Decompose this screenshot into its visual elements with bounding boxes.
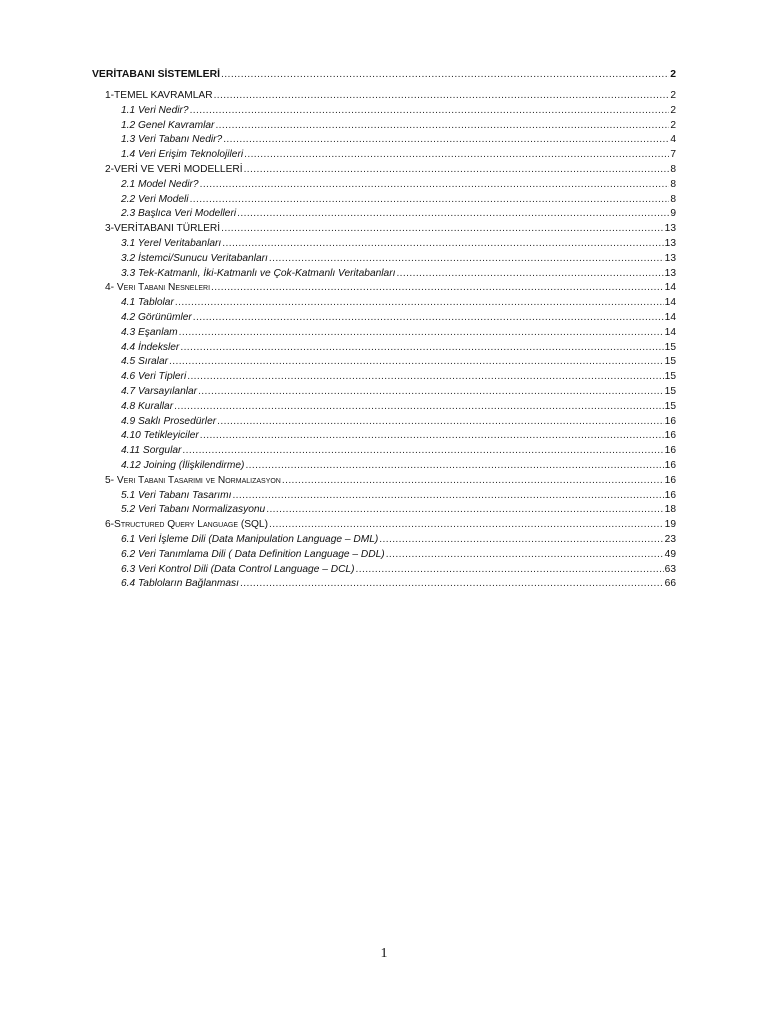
toc-dot-leader bbox=[198, 385, 664, 400]
toc-entry-title: 3-VERİTABANI TÜRLERİ bbox=[105, 223, 221, 235]
toc-entry[interactable] bbox=[92, 503, 676, 518]
toc-dot-leader bbox=[175, 296, 664, 311]
toc-entry[interactable] bbox=[92, 533, 676, 548]
toc-entry-title: 4.9 Saklı Prosedürler bbox=[121, 415, 217, 427]
toc-entry-page: 14 bbox=[664, 297, 676, 309]
toc-entry[interactable] bbox=[92, 326, 676, 341]
toc-entry-page: 15 bbox=[664, 371, 676, 383]
toc-entry-page: 66 bbox=[664, 578, 676, 590]
toc-dot-leader bbox=[190, 193, 670, 208]
toc-dot-leader bbox=[200, 429, 664, 444]
toc-dot-leader bbox=[200, 178, 670, 193]
toc-entry-title: 4.2 Görünümler bbox=[121, 311, 192, 323]
toc-entry-title: 6.2 Veri Tanımlama Dili ( Data Definition Language – DDL) bbox=[121, 548, 385, 560]
toc-entry-title: 6.1 Veri İşleme Dili (Data Manipulation Language – DML) bbox=[121, 533, 379, 545]
toc-entry-title: 2.3 Başlıca Veri Modelleri bbox=[121, 208, 237, 220]
toc-entry[interactable] bbox=[92, 267, 676, 282]
toc-entry-page: 63 bbox=[664, 563, 676, 575]
toc-entry-page: 23 bbox=[664, 533, 676, 545]
toc-entry-page: 7 bbox=[670, 149, 676, 161]
toc-dot-leader bbox=[193, 311, 664, 326]
toc-dot-leader bbox=[214, 89, 670, 104]
toc-entry-title: 5- Veri Tabanı Tasarımı ve Normalizasyon bbox=[105, 474, 281, 486]
toc-dot-leader bbox=[221, 222, 664, 237]
toc-entry[interactable] bbox=[92, 548, 676, 563]
toc-entry[interactable] bbox=[92, 193, 676, 208]
toc-entry-title: 1.1 Veri Nedir? bbox=[121, 104, 189, 116]
toc-entry-title: VERİTABANI SİSTEMLERİ bbox=[92, 69, 220, 80]
toc-dot-leader bbox=[240, 577, 664, 592]
toc-entry-title: 1.3 Veri Tabanı Nedir? bbox=[121, 134, 223, 146]
toc-entry[interactable] bbox=[92, 415, 676, 430]
toc-entry-title: 4.6 Veri Tipleri bbox=[121, 371, 187, 383]
toc-entry-page: 18 bbox=[664, 504, 676, 516]
toc-entry-page: 49 bbox=[664, 548, 676, 560]
toc-entry-title: 4- Veri Tabanı Nesneleri bbox=[105, 282, 211, 294]
toc-entry-page: 15 bbox=[664, 400, 676, 412]
toc-entry-page: 15 bbox=[664, 385, 676, 397]
toc-entry-page: 15 bbox=[664, 356, 676, 368]
toc-entry-page: 16 bbox=[664, 445, 676, 457]
toc-entry-title: 4.7 Varsayılanlar bbox=[121, 385, 198, 397]
toc-dot-leader bbox=[356, 563, 664, 578]
toc-entry[interactable] bbox=[92, 89, 676, 104]
toc-entry[interactable] bbox=[92, 237, 676, 252]
toc-dot-leader bbox=[237, 207, 669, 222]
toc-entry-page: 16 bbox=[664, 474, 676, 486]
toc-entry[interactable] bbox=[92, 563, 676, 578]
toc-entry-title: 5.1 Veri Tabanı Tasarımı bbox=[121, 489, 232, 501]
toc-entry-page: 4 bbox=[670, 134, 676, 146]
toc-entry-title: 6.4 Tabloların Bağlanması bbox=[121, 578, 239, 590]
toc-entry-page: 13 bbox=[664, 223, 676, 235]
toc-dot-leader bbox=[244, 163, 670, 178]
toc-entry-page: 16 bbox=[664, 430, 676, 442]
toc-entry[interactable] bbox=[92, 385, 676, 400]
toc-entry-page: 2 bbox=[670, 104, 676, 116]
toc-entry[interactable] bbox=[92, 133, 676, 148]
page-number: 1 bbox=[380, 946, 388, 961]
toc-entry-title: 3.3 Tek-Katmanlı, İki-Katmanlı ve Çok-Katmanlı Veritabanları bbox=[121, 267, 396, 279]
toc-dot-leader bbox=[245, 459, 663, 474]
toc-entry[interactable] bbox=[92, 222, 676, 237]
toc-entry-title: 6.3 Veri Kontrol Dili (Data Control Language – DCL) bbox=[121, 563, 355, 575]
toc-dot-leader bbox=[282, 474, 664, 489]
toc-entry[interactable] bbox=[92, 459, 676, 474]
toc-entry-page: 2 bbox=[670, 90, 676, 101]
toc-dot-leader bbox=[217, 415, 664, 430]
table-of-contents bbox=[92, 68, 676, 592]
toc-entry-page: 16 bbox=[664, 415, 676, 427]
toc-entry-page: 13 bbox=[664, 267, 676, 279]
toc-dot-leader bbox=[379, 533, 663, 548]
toc-entry[interactable] bbox=[92, 296, 676, 311]
toc-entry-page: 19 bbox=[664, 519, 676, 531]
toc-dot-leader bbox=[169, 355, 664, 370]
toc-entry[interactable] bbox=[92, 355, 676, 370]
toc-entry-page: 2 bbox=[670, 69, 676, 80]
toc-dot-leader bbox=[179, 326, 664, 341]
toc-entry[interactable] bbox=[92, 400, 676, 415]
toc-entry-title: 4.10 Tetikleyiciler bbox=[121, 430, 199, 442]
toc-entry[interactable] bbox=[92, 104, 676, 119]
toc-entry[interactable] bbox=[92, 163, 676, 178]
toc-entry-title: 4.3 Eşanlam bbox=[121, 326, 178, 338]
toc-entry-title: 4.1 Tablolar bbox=[121, 297, 174, 309]
toc-entry-page: 14 bbox=[664, 326, 676, 338]
toc-entry-title: 4.8 Kurallar bbox=[121, 400, 174, 412]
toc-dot-leader bbox=[269, 518, 664, 533]
toc-dot-leader bbox=[211, 281, 664, 296]
toc-entry[interactable] bbox=[92, 178, 676, 193]
toc-entry[interactable] bbox=[92, 148, 676, 163]
toc-entry[interactable] bbox=[92, 311, 676, 326]
toc-entry[interactable] bbox=[92, 252, 676, 267]
toc-entry[interactable] bbox=[92, 341, 676, 356]
toc-dot-leader bbox=[269, 252, 664, 267]
toc-entry-title: 3.2 İstemci/Sunucu Veritabanları bbox=[121, 252, 268, 264]
toc-entry-page: 13 bbox=[664, 252, 676, 264]
toc-dot-leader bbox=[266, 503, 663, 518]
toc-entry-title: 2.2 Veri Modeli bbox=[121, 193, 189, 205]
toc-entry-title: 5.2 Veri Tabanı Normalizasyonu bbox=[121, 504, 266, 516]
toc-dot-leader bbox=[180, 341, 663, 356]
toc-entry[interactable] bbox=[92, 370, 676, 385]
toc-entry-title: 2-VERİ VE VERİ MODELLERİ bbox=[105, 163, 243, 175]
toc-dot-leader bbox=[215, 119, 669, 134]
toc-entry-page: 13 bbox=[664, 237, 676, 249]
toc-entry-title: 4.4 İndeksler bbox=[121, 341, 180, 353]
toc-entry[interactable] bbox=[92, 68, 676, 89]
toc-entry-page: 14 bbox=[664, 311, 676, 323]
toc-entry-title: 1.4 Veri Erişim Teknolojileri bbox=[121, 149, 244, 161]
toc-entry-page: 15 bbox=[664, 341, 676, 353]
toc-entry-title: 2.1 Model Nedir? bbox=[121, 178, 199, 190]
toc-dot-leader bbox=[174, 400, 664, 415]
toc-entry[interactable] bbox=[92, 489, 676, 504]
toc-dot-leader bbox=[187, 370, 663, 385]
toc-entry-page: 14 bbox=[664, 282, 676, 294]
toc-dot-leader bbox=[222, 237, 663, 252]
toc-dot-leader bbox=[182, 444, 663, 459]
toc-dot-leader bbox=[244, 148, 669, 163]
toc-dot-leader bbox=[223, 133, 669, 148]
toc-dot-leader bbox=[386, 548, 664, 563]
toc-dot-leader bbox=[396, 267, 663, 282]
toc-entry-title: 3.1 Yerel Veritabanları bbox=[121, 237, 222, 249]
toc-dot-leader bbox=[221, 68, 669, 83]
toc-entry[interactable] bbox=[92, 474, 676, 489]
toc-entry-page: 8 bbox=[670, 193, 676, 205]
toc-entry-page: 9 bbox=[670, 208, 676, 220]
toc-entry[interactable] bbox=[92, 577, 676, 592]
toc-entry-page: 8 bbox=[670, 178, 676, 190]
toc-entry-title: 1-TEMEL KAVRAMLAR bbox=[105, 90, 213, 101]
toc-dot-leader bbox=[190, 104, 670, 119]
toc-entry-title: 4.11 Sorgular bbox=[121, 445, 182, 457]
toc-entry[interactable] bbox=[92, 281, 676, 296]
toc-entry-page: 16 bbox=[664, 459, 676, 471]
toc-entry-title: 4.5 Sıralar bbox=[121, 356, 168, 368]
toc-entry[interactable] bbox=[92, 429, 676, 444]
toc-dot-leader bbox=[232, 489, 663, 504]
toc-entry-title: 4.12 Joining (İlişkilendirme) bbox=[121, 459, 245, 471]
toc-entry-title: 6-Structured Query Language (SQL) bbox=[105, 519, 268, 531]
toc-entry-page: 16 bbox=[664, 489, 676, 501]
toc-entry-page: 8 bbox=[670, 163, 676, 175]
toc-entry[interactable] bbox=[92, 207, 676, 222]
toc-entry-page: 2 bbox=[670, 119, 676, 131]
toc-entry[interactable] bbox=[92, 119, 676, 134]
toc-entry-title: 1.2 Genel Kavramlar bbox=[121, 119, 215, 131]
toc-entry[interactable] bbox=[92, 518, 676, 533]
toc-entry[interactable] bbox=[92, 444, 676, 459]
